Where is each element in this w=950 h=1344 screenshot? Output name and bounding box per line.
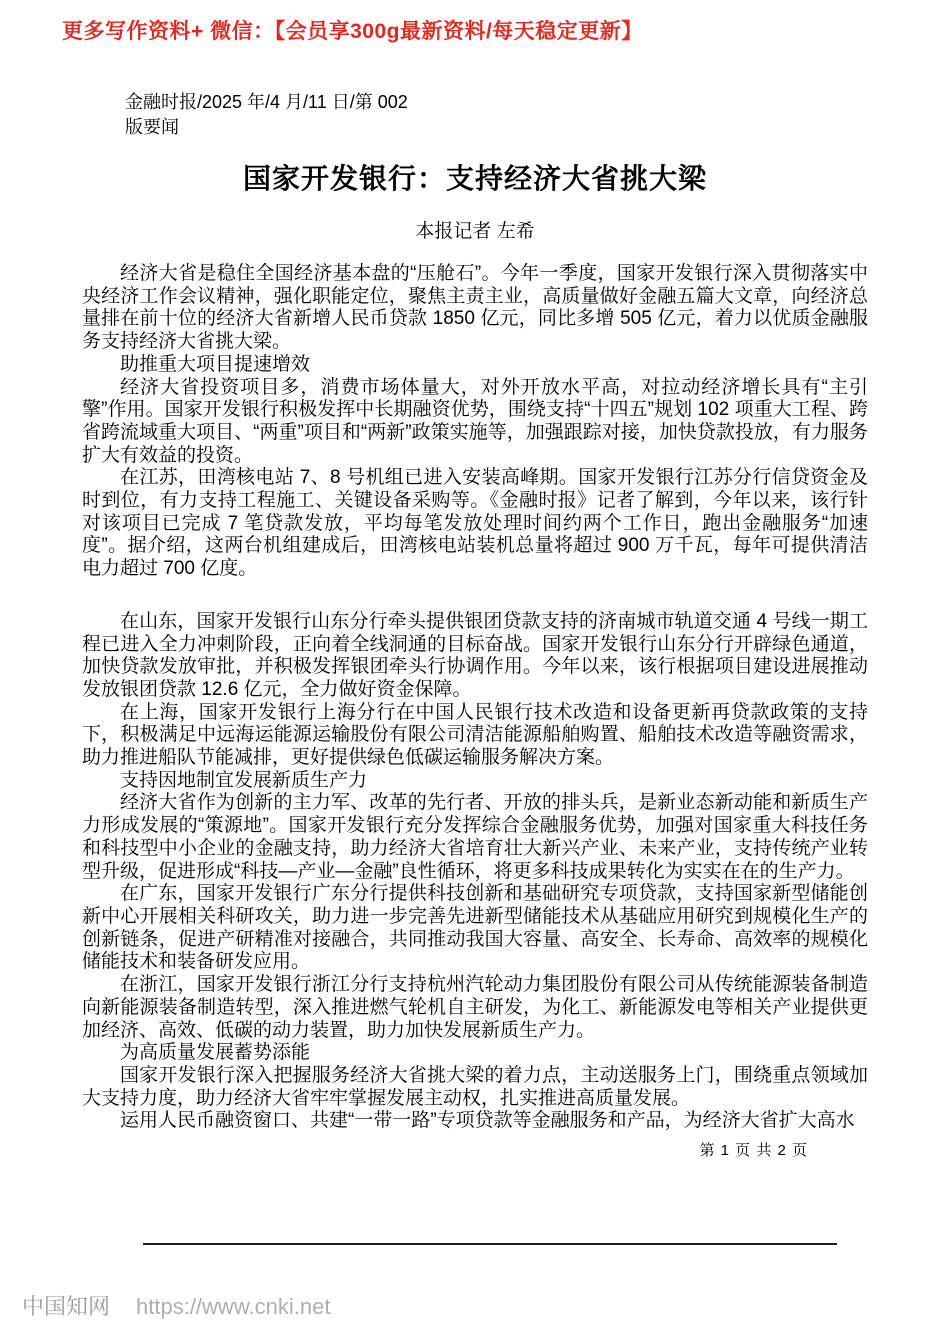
article-subheading-1: 助推重大项目提速增效 [120,353,311,375]
article-subheading-3: 为高质量发展蓄势添能 [120,1042,311,1064]
cnki-brand-text: 中国知网 [22,1294,111,1319]
page-number-indicator: 第 1 页 共 2 页 [699,1142,808,1159]
article-paragraph: 经济大省作为创新的主力军、改革的先行者、开放的排头兵，是新业态新动能和新质生产力形成发展的“策源地”。国家开发银行充分发挥综合金融服务优势，加强对国家重大科技任务和科技型中小企业的金融支持，助力经济大省培育壮大新兴产业、未来产业，支持传统产业转型升级，促进形成“科技—产业—金融”良性循环，将更多科技成果转化为实实在在的生产力。 [82,792,868,882]
article-paragraph: 在上海，国家开发银行上海分行在中国人民银行技术改造和设备更新再贷款政策的支持下，积极满足中远海运能源运输股份有限公司清洁能源船舶购置、船舶技术改造等融资需求，助力推进船队节能减排，更好提供绿色低碳运输服务解决方案。 [82,701,868,769]
footer-divider-line [143,1243,837,1245]
article-paragraph: 在浙江，国家开发银行浙江分行支持杭州汽轮动力集团股份有限公司从传统能源装备制造向新能源装备制造转型，深入推进燃气轮机自主研发，为化工、新能源发电等相关产业提供更加经济、高效、低碳的动力装置，助力加快发展新质生产力。 [82,974,868,1041]
promo-banner-text: 更多写作资料+ 微信：【会员享300g最新资料/每天稳定更新】 [62,20,643,43]
article-paragraph: 经济大省投资项目多，消费市场体量大，对外开放水平高，对拉动经济增长具有“主引擎”作用。国家开发银行积极发挥中长期融资优势，围绕支持“十四五”规划 102 项重大工程、跨省跨流域重大项目、“两重”项目和“两新”政策实施等，加强跟踪对接，加快贷款投放，有力服务扩大有效益的投资。 [82,376,868,466]
article-body [82,263,868,1133]
source-info [125,90,408,140]
source-line-section: 版要闻 [125,117,179,137]
article-paragraph: 国家开发银行深入把握服务经济大省挑大梁的着力点，主动送服务上门，围绕重点领域加大支持力度，助力经济大省牢牢掌握发展主动权，扎实推进高质量发展。 [82,1064,868,1109]
article-paragraph: 在山东，国家开发银行山东分行牵头提供银团贷款支持的济南城市轨道交通 4 号线一期工程已进入全力冲刺阶段，正向着全线洞通的目标奋战。国家开发银行山东分行开辟绿色通道，加快贷款发放审批，并积极发挥银团牵头行协调作用。今年以来，该行根据项目建设进展推动发放银团贷款 12.6 亿元，全力做好资金保障。 [82,610,868,700]
article-paragraph: 在广东，国家开发银行广东分行提供科技创新和基础研究专项贷款，支持国家新型储能创新中心开展相关科研攻关，助力进一步完善先进新型储能技术从基础应用研究到规模化生产的创新链条，促进产研精准对接融合，共同推动我国大容量、高安全、长寿命、高效率的规模化储能技术和装备研发应用。 [82,883,868,973]
article-paragraph-lead: 经济大省是稳住全国经济基本盘的“压舱石”。今年一季度，国家开发银行深入贯彻落实中央经济工作会议精神，强化职能定位，聚焦主责主业，高质量做好金融五篇大文章，向经济总量排在前十位的经济大省新增人民币贷款 1850 亿元，同比多增 505 亿元，着力以优质金融服务支持经济大省挑大梁。 [82,263,868,353]
article-subheading-2: 支持因地制宜发展新质生产力 [120,769,368,791]
article-paragraph-truncated: 运用人民币融资窗口、共建“一带一路”专项贷款等金融服务和产品，为经济大省扩大高水 [120,1110,855,1132]
article-byline: 本报记者 左希 [415,221,535,242]
article-title: 国家开发银行：支持经济大省挑大梁 [242,163,707,194]
cnki-watermark [22,1290,330,1321]
article-paragraph: 在江苏，田湾核电站 7、8 号机组已进入安装高峰期。国家开发银行江苏分行信贷资金及时到位，有力支持工程施工、关键设备采购等。《金融时报》记者了解到，今年以来，该行针对该项目已完成 7 笔贷款发放，平均每笔发放处理时间约两个工作日，跑出金融服务“加速度”。据介绍，这两台机组建成后，田湾核电站装机总量将超过 900 万千瓦，每年可提供清洁电力超过 700 亿度。 [82,467,868,580]
cnki-url-link[interactable]: https://www.cnki.net [136,1294,331,1319]
source-line-publication: 金融时报/2025 年/4 月/11 日/第 002 [125,92,408,112]
